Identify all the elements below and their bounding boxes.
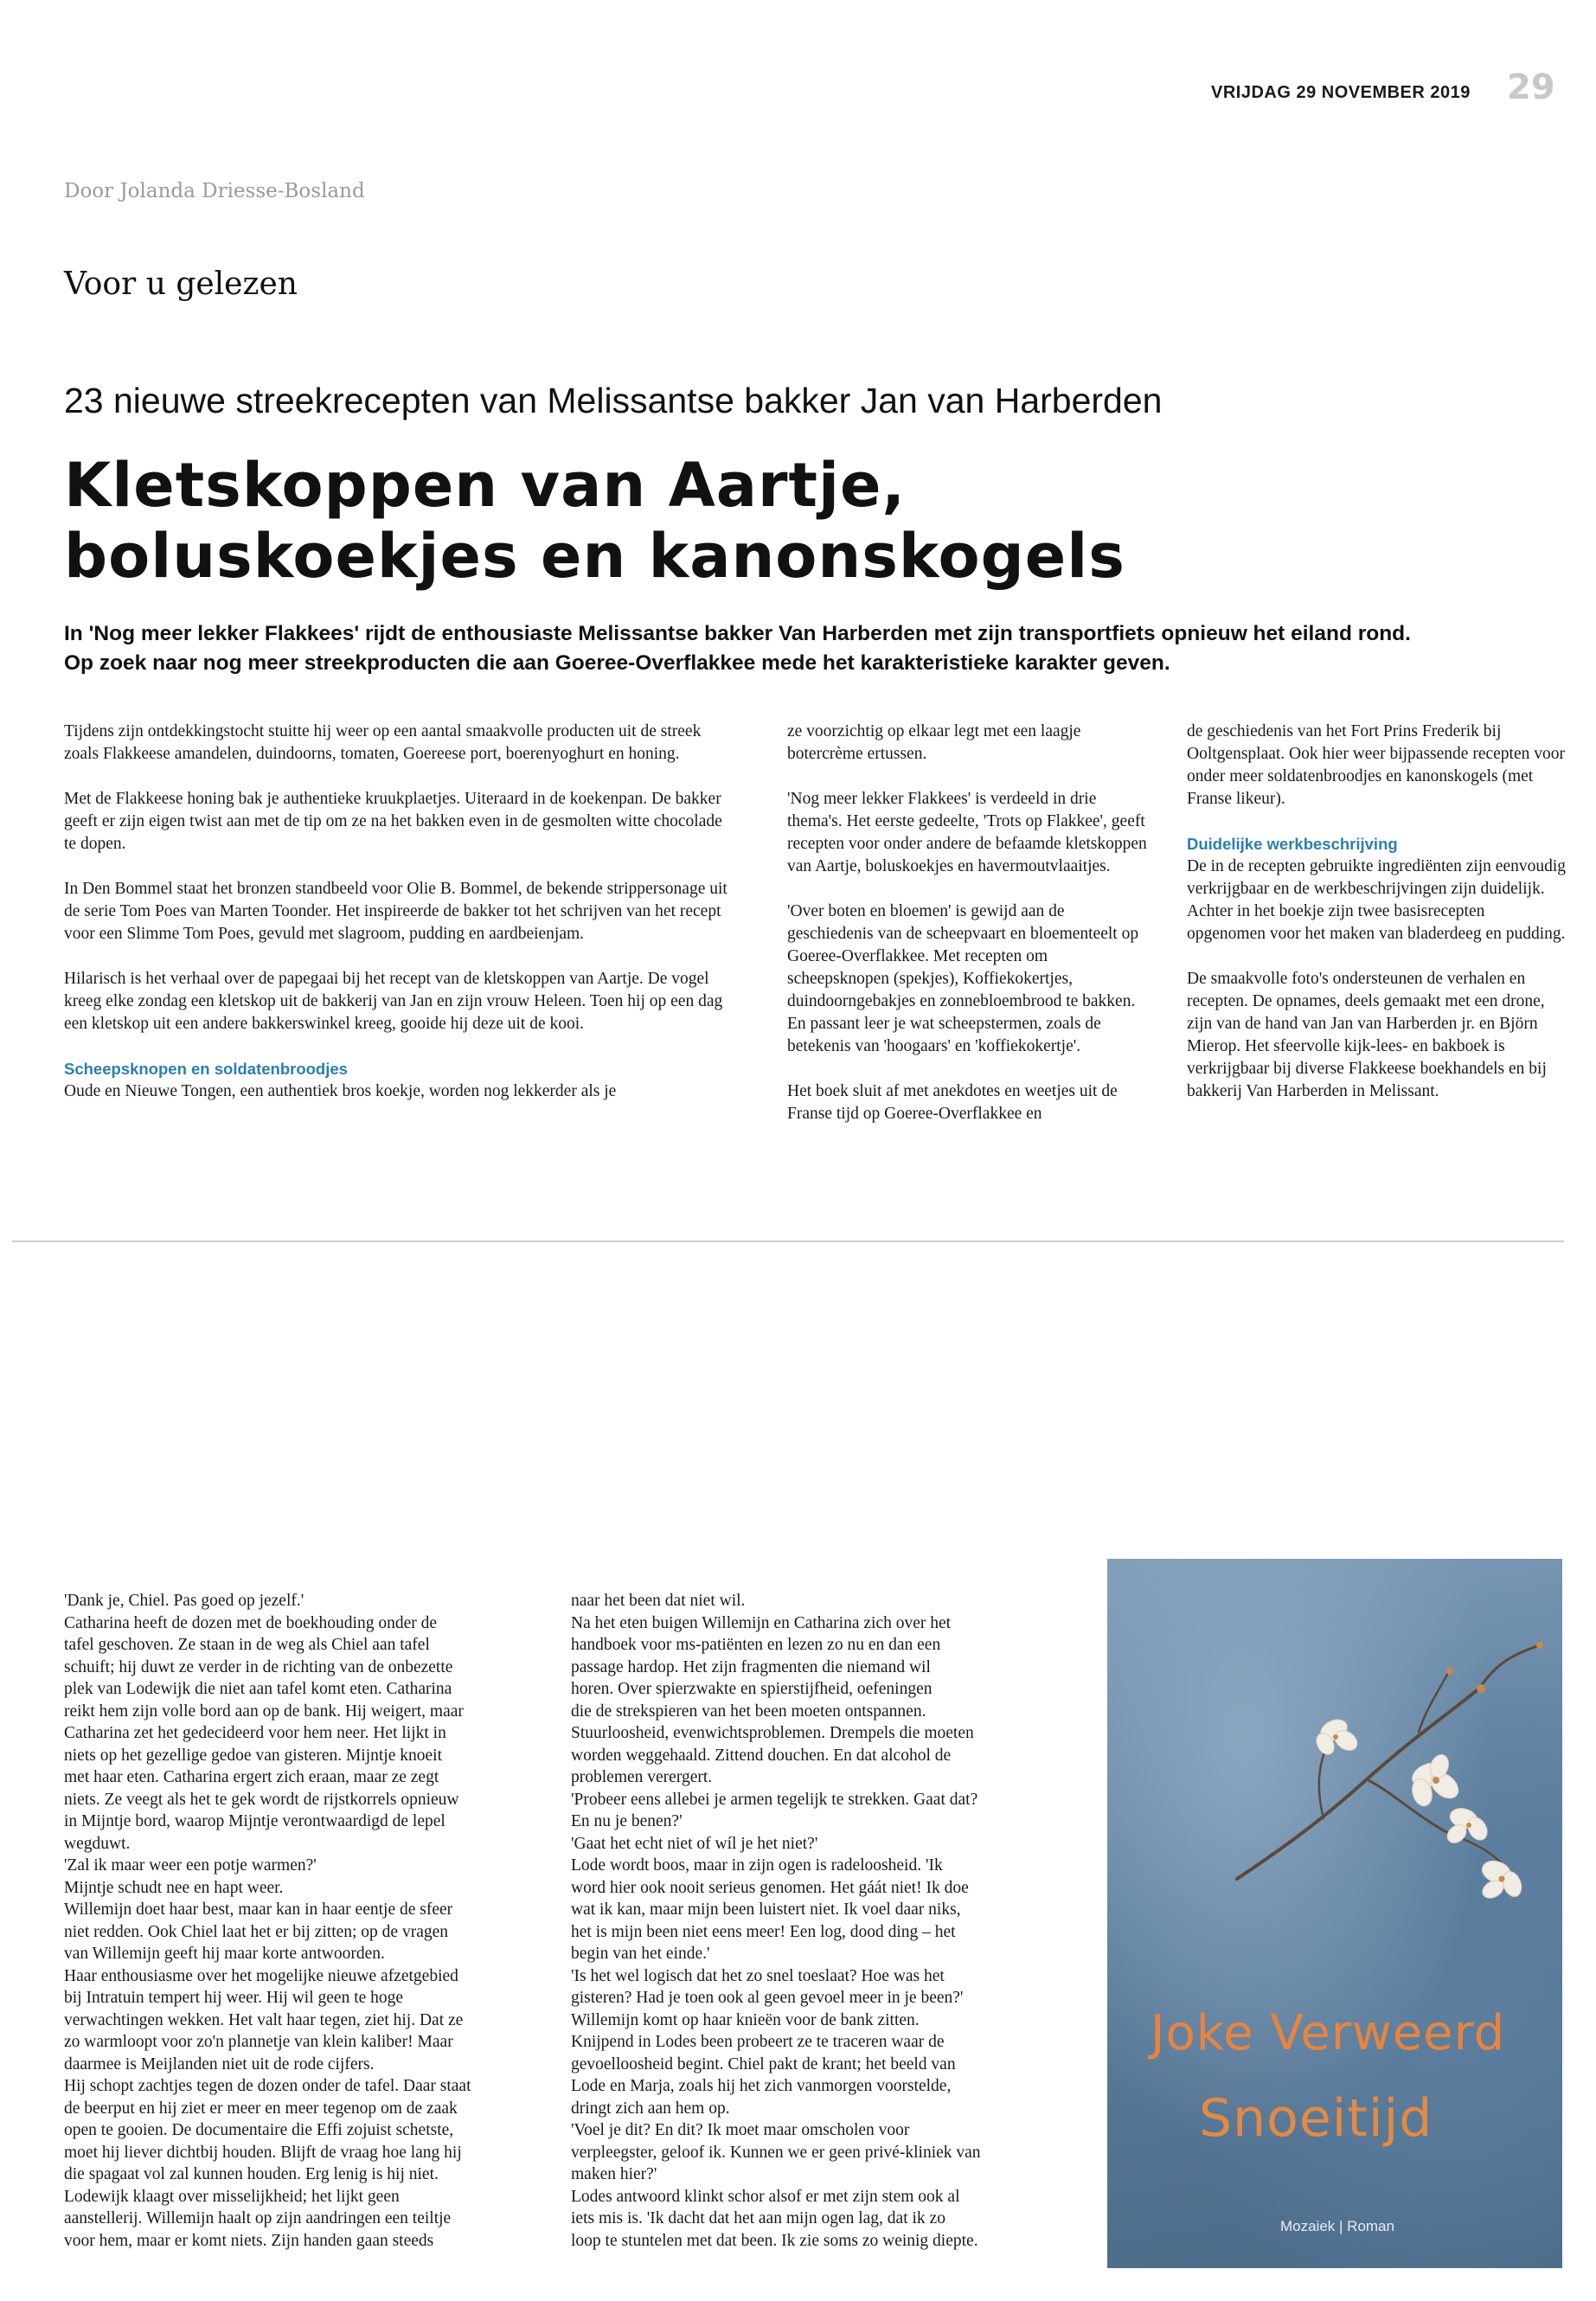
subheadline: 23 nieuwe streekrecepten van Melissantse bakker Jan van Harberden — [64, 381, 1163, 420]
paragraph: 'Nog meer lekker Flakkees' is verdeeld in drie thema's. Het eerste gedeelte, 'Trots op Flakkee', geeft recepten voor onder andere de befaamde kletskoppen van Aartje, boluskoekjes en havermoutvlaaitjes. — [787, 790, 1147, 875]
paragraph: de geschiedenis van het Fort Prins Frederik bij Ooltgensplaat. Ook hier weer bijpassende recepten voor onder meer soldatenbroodjes en kanonskogels (met Franse likeur). — [1187, 722, 1565, 808]
excerpt-line: maken hier?' — [571, 2165, 657, 2183]
excerpt-line: gevoelloosheid begint. Chiel pakt de krant; het beeld van — [571, 2054, 956, 2073]
paragraph: Hilarisch is het verhaal over de papegaai bij het recept van de kletskoppen van Aartje. De vogel kreeg elke zondag een kletskop uit de bakkerij van Jan en zijn vrouw Heleen. Toen hij op een dag een kletskop uit een andere bakkerswinkel kreeg, gooide hij deze uit de kooi. — [64, 970, 723, 1033]
excerpt-line: reikt hem zijn volle bord aan op de bank. Hij weigert, maar — [64, 1702, 464, 1721]
excerpt-line: Hij schopt zachtjes tegen de dozen onder de tafel. Daar staat — [64, 2077, 471, 2095]
excerpt-line: Catharina heeft de dozen met de boekhouding onder de — [64, 1613, 438, 1632]
paragraph: In Den Bommel staat het bronzen standbeeld voor Olie B. Bommel, de bekende strippersonage uit de serie Tom Poes van Marten Toonder. Het inspireerde de bakker tot het schrijven van het recept voor een Slimme Tom Poes, gevuld met slagroom, pudding en aardbeienjam. — [64, 880, 727, 943]
byline: Door Jolanda Driesse-Bosland — [64, 180, 365, 202]
page-number: 29 — [1507, 67, 1555, 107]
excerpt-line: dringt zich aan hem op. — [571, 2099, 730, 2118]
excerpt-line: schuift; hij duwt ze verder in de richting van de onbezette — [64, 1657, 453, 1676]
excerpt-line: Lode wordt boos, maar in zijn ogen is radeloosheid. 'Ik — [571, 1856, 943, 1875]
excerpt-line: loop te stuntelen met dat been. Ik zie soms zo weinig diepte. — [571, 2231, 978, 2250]
excerpt-line: van Willemijn geeft hij maar korte antwoorden. — [64, 1945, 385, 1963]
excerpt-line: begin van het einde.' — [571, 1945, 710, 1963]
excerpt-line: gisteren? Had je toen ook al geen gevoel meer in je been?' — [571, 1989, 964, 2007]
excerpt-line: En nu je benen?' — [571, 1812, 683, 1830]
excerpt-line: Mijntje schudt nee en hapt weer. — [64, 1878, 284, 1897]
excerpt-line: problemen verergert. — [571, 1768, 713, 1786]
excerpt-line: daarmee is Meijlanden niet uit de rode cijfers. — [64, 2054, 375, 2073]
excerpt-line: horen. Over spierzwakte en spierstijfheid, oefeningen — [571, 1680, 933, 1698]
article-column-1 — [64, 721, 730, 1103]
excerpt-line: passage hardop. Het zijn fragmenten die niemand wil — [571, 1657, 931, 1676]
excerpt-line: bij Intratuin tempert hij weer. Hij wil geen te hoge — [64, 1989, 404, 2007]
section-divider — [12, 1240, 1564, 1242]
issue-date: VRIJDAG 29 NOVEMBER 2019 — [1211, 83, 1471, 102]
excerpt-line: verwachtingen wekken. Het valt haar tegen, ziet hij. Dat ze — [64, 2010, 464, 2029]
excerpt-line: 'Is het wel logisch dat het zo snel toeslaat? Hoe was het — [571, 1966, 945, 1985]
section-title: Voor u gelezen — [64, 266, 298, 302]
excerpt-line: wat ik kan, maar mijn been luistert niet. Ik voel daar niks, — [571, 1900, 961, 1919]
paragraph: Tijdens zijn ontdekkingstocht stuitte hij weer op een aantal smaakvolle producten uit de streek zoals Flakkeese amandelen, duindoorns, tomaten, Goereese port, boerenyoghurt en honing. — [64, 722, 702, 763]
book-cover — [1107, 1559, 1562, 2268]
paragraph: Het boek sluit af met anekdotes en weetjes uit de Franse tijd op Goeree-Overflakkee en — [787, 1082, 1118, 1123]
lead-paragraph: In 'Nog meer lekker Flakkees' rijdt de enthousiaste Melissantse bakker Van Harberden met zijn transportfiets opnieuw het eiland rond. Op zoek naar nog meer streekproducten die aan Goeree-Overflakkee mede het karakteristieke karakter geven. — [64, 622, 1411, 675]
excerpt-line: 'Zal ik maar weer een potje warmen?' — [64, 1856, 317, 1875]
excerpt-column-left — [64, 1590, 535, 2252]
excerpt-line: zo warmloopt voor zo'n plannetje van klein kaliber! Maar — [64, 2033, 453, 2051]
excerpt-line: plek van Lodewijk die niet aan tafel komt eten. Catharina — [64, 1680, 452, 1698]
excerpt-line: Lodes antwoord klinkt schor alsof er met zijn stem ook al — [571, 2187, 960, 2206]
article-column-3 — [1187, 721, 1567, 1103]
paragraph: 'Over boten en bloemen' is gewijd aan de geschiedenis van de scheepvaart en bloementeelt op Goeree-Overflakkee. Met recepten om scheepsknopen (spekjes), Koffiekokertjes, duindoorngebakjes en zonnebloembrood te bakken. En passant leer je wat scheepstermen, zoals de betekenis van 'hoogaars' en 'koffiekokertje'. — [787, 902, 1139, 1055]
cover-author: Joke Verweerd — [1151, 2005, 1506, 2061]
excerpt-column-right — [571, 1590, 1064, 2252]
excerpt-line: niets op het gezellige gedoe van gisteren. Mijntje knoeit — [64, 1746, 442, 1765]
excerpt-line: word hier ook nooit serieus genomen. Het gáát niet! Ik doe — [571, 1878, 969, 1897]
cover-title: Snoeitijd — [1199, 2088, 1433, 2149]
headline — [64, 450, 1535, 592]
intertitle: Scheepsknopen en soldatenbroodjes — [64, 1060, 348, 1078]
paragraph: De in de recepten gebruikte ingrediënten zijn eenvoudig verkrijgbaar en de werkbeschrijvingen zijn duidelijk. Achter in het boekje zijn twee basisrecepten opgenomen voor het maken van bladerdeeg en pudding. — [1187, 857, 1567, 943]
paragraph: ze voorzichtig op elkaar legt met een laagje botercrème ertussen. — [787, 722, 1081, 763]
excerpt-line: Catharina zet het gedecideerd voor hem neer. Het lijkt in — [64, 1724, 446, 1742]
paragraph: Oude en Nieuwe Tongen, een authentiek bros koekje, worden nog lekkerder als je — [64, 1082, 617, 1100]
excerpt-line: Lode en Marja, zoals hij het zich vanmorgen voorstelde, — [571, 2077, 952, 2095]
excerpt-line: handboek voor ms-patiënten en lezen zo nu en dan een — [571, 1636, 941, 1654]
excerpt-line: Knijpend in Lodes been probeert ze te traceren waar de — [571, 2033, 945, 2051]
excerpt-line: worden weggehaald. Zittend douchen. En dat alcohol de — [571, 1746, 952, 1765]
excerpt-line: de beerput en hij ziet er meer en meer tegenop om de zaak — [64, 2099, 458, 2118]
excerpt-line: die de strekspieren van het been moeten ontspannen. — [571, 1702, 926, 1721]
excerpt-line: verpleegster, geloof ik. Kunnen we er geen privé-kliniek van — [571, 2143, 981, 2162]
excerpt-line: moet hij liever dichtbij houden. Blijft de vraag hoe lang hij — [64, 2143, 462, 2162]
excerpt-line: Na het eten buigen Willemijn en Catharina zich over het — [571, 1613, 952, 1632]
headline-line-2: boluskoekjes en kanonskogels — [64, 521, 1125, 592]
excerpt-line: 'Voel je dit? En dit? Ik moet maar omscholen voor — [571, 2121, 910, 2139]
excerpt-line: Lodewijk klaagt over misselijkheid; het lijkt geen — [64, 2187, 400, 2206]
excerpt-line: voor hem, maar er komt niets. Zijn handen gaan steeds — [64, 2231, 434, 2250]
excerpt-line: open te gooien. De documentaire die Effi zojuist schetste, — [64, 2121, 454, 2139]
excerpt-line: die spagaat vol zal kunnen houden. Erg lenig is hij niet. — [64, 2165, 439, 2183]
intertitle: Duidelijke werkbeschrijving — [1187, 835, 1398, 853]
excerpt-line: niets. Ze veegt als het te gek wordt de rijstkorrels opnieuw — [64, 1790, 459, 1809]
excerpt-line: naar het been dat niet wil. — [571, 1592, 746, 1610]
excerpt-line: Haar enthousiasme over het mogelijke nieuwe afzetgebied — [64, 1966, 458, 1985]
excerpt-line: iets mis is. 'Ik dacht dat het aan mijn ogen lag, dat ik zo — [571, 2209, 945, 2227]
excerpt-line: wegduwt. — [64, 1834, 131, 1853]
excerpt-line: in Mijntje bord, waarop Mijntje verontwaardigd de lepel — [64, 1812, 445, 1830]
cover-publisher: Mozaiek | Roman — [1280, 2218, 1394, 2234]
paragraph: De smaakvolle foto's ondersteunen de verhalen en recepten. De opnames, deels gemaakt met een drone, zijn van de hand van Jan van Harberden jr. en Björn Mierop. Het sfeervolle kijk-lees- en bakboek is verkrijgbaar bij diverse Flakkeese boekhandels en bij bakkerij Van Harberden in Melissant. — [1187, 970, 1547, 1100]
blossom-branch-illustration — [1107, 1559, 1562, 2268]
paragraph: Met de Flakkeese honing bak je authentieke kruukplaetjes. Uiteraard in de koekenpan. De bakker geeft er zijn eigen twist aan met de tip om ze na het bakken even in de gesmolten witte chocolade te dopen. — [64, 790, 722, 853]
article-column-2 — [787, 721, 1151, 1125]
excerpt-line: 'Gaat het echt niet of wíl je het niet?' — [571, 1834, 818, 1853]
headline-line-1: Kletskoppen van Aartje, — [64, 450, 907, 521]
excerpt-line: met haar eten. Catharina ergert zich eraan, maar ze zegt — [64, 1768, 439, 1786]
excerpt-line: het is mijn been niet eens meer! Een log, dood ding – het — [571, 1922, 956, 1941]
excerpt-line: Willemijn doet haar best, maar kan in haar eentje de sfeer — [64, 1900, 453, 1919]
excerpt-line: 'Dank je, Chiel. Pas goed op jezelf.' — [64, 1592, 304, 1610]
excerpt-line: Stuurloosheid, evenwichtsproblemen. Drempels die moeten — [571, 1724, 974, 1742]
excerpt-line: aanstellerij. Willemijn haalt op zijn aandringen een teiltje — [64, 2209, 452, 2227]
excerpt-line: tafel geschoven. Ze staan in de weg als Chiel aan tafel — [64, 1636, 430, 1654]
excerpt-line: Willemijn komt op haar knieën voor de bank zitten. — [571, 2010, 920, 2029]
excerpt-line: niet redden. Ook Chiel laat het er bij zitten; op de vragen — [64, 1922, 449, 1941]
excerpt-line: 'Probeer eens allebei je armen tegelijk te strekken. Gaat dat? — [571, 1790, 978, 1809]
